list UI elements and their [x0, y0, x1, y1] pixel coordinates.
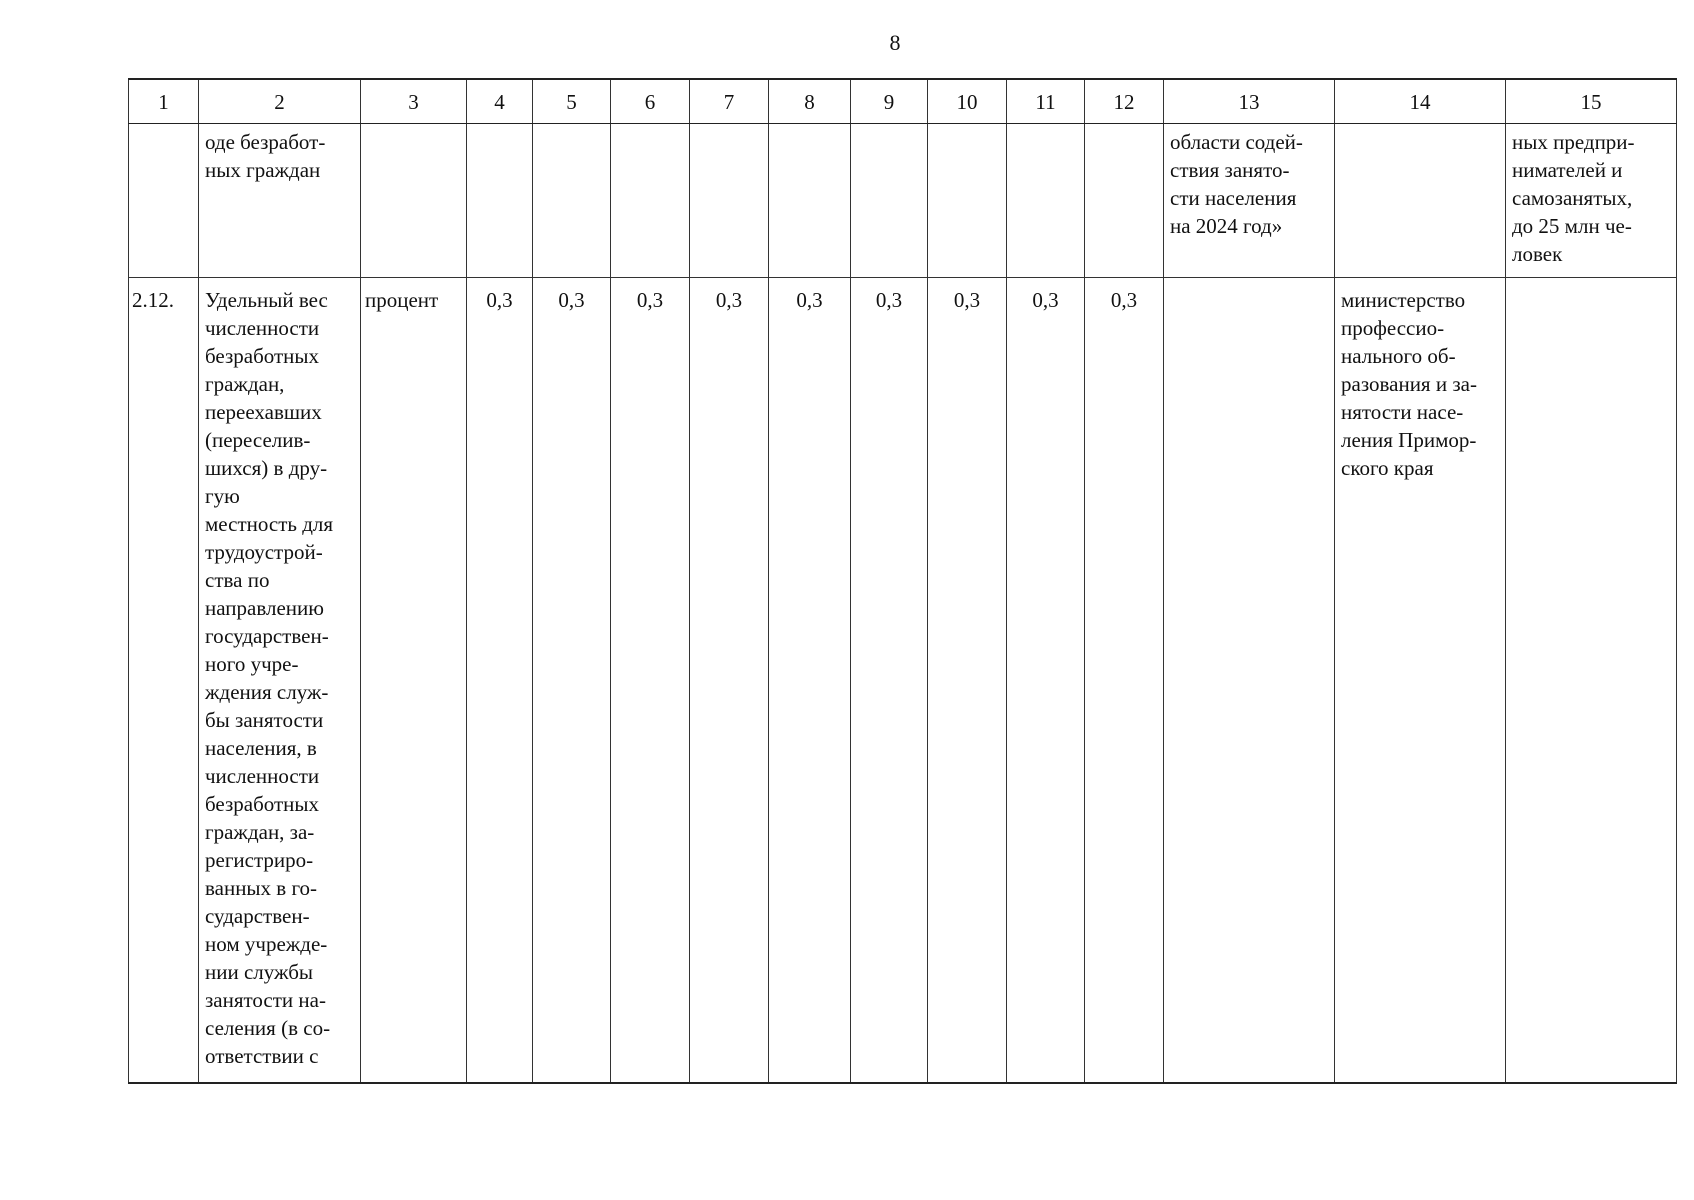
- table-cell: [928, 124, 1007, 278]
- table-cell: [1335, 278, 1506, 1084]
- text-line: ванных в го-: [205, 876, 318, 900]
- text-line: переехавших: [205, 400, 322, 424]
- text-line: ных предпри-: [1512, 130, 1635, 154]
- page-number: 8: [889, 30, 901, 55]
- header-cell: 14: [1335, 79, 1506, 124]
- table-cell: [690, 278, 769, 1084]
- text-line: бы занятости: [205, 708, 324, 732]
- text-line: ного учре-: [205, 652, 299, 676]
- text-line: численности: [205, 316, 320, 340]
- table-cell: [690, 124, 769, 278]
- table-cell: [467, 278, 533, 1084]
- table-cell: [467, 124, 533, 278]
- header-cell: 11: [1007, 79, 1085, 124]
- table-cell: [361, 278, 467, 1084]
- text-line: населения, в: [205, 736, 317, 760]
- table-cell: [129, 124, 199, 278]
- text-line: нального об-: [1341, 344, 1456, 368]
- unit-label: процент: [365, 288, 439, 312]
- text-line: оде безработ-: [205, 130, 326, 154]
- table-cell: [1164, 124, 1335, 278]
- text-line: занятости на-: [205, 988, 326, 1012]
- table-cell: [199, 278, 361, 1084]
- text-line: трудоустрой-: [205, 540, 323, 564]
- text-line: численности: [205, 764, 320, 788]
- table-cell: [1085, 124, 1164, 278]
- table-cell: [769, 278, 851, 1084]
- text-line: самозанятых,: [1512, 186, 1633, 210]
- text-line: местность для: [205, 512, 334, 536]
- text-line: шихся) в дру-: [205, 456, 328, 480]
- value-cell: 0,3: [558, 288, 585, 312]
- table-cell: [129, 278, 199, 1084]
- header-cell: 15: [1506, 79, 1677, 124]
- indicator-row: [129, 278, 1677, 1084]
- header-cell: 7: [690, 79, 769, 124]
- table-cell: [851, 278, 928, 1084]
- text-line: на 2024 год»: [1170, 214, 1283, 238]
- text-line: ответствии с: [205, 1044, 319, 1068]
- text-line: Удельный вес: [205, 288, 328, 312]
- text-line: ном учрежде-: [205, 932, 328, 956]
- header-cell: 4: [467, 79, 533, 124]
- text-line: профессио-: [1341, 316, 1445, 340]
- header-cell: 10: [928, 79, 1007, 124]
- text-line: государствен-: [205, 624, 329, 648]
- header-cell: 9: [851, 79, 928, 124]
- text-line: граждан, за-: [205, 820, 315, 844]
- value-cell: 0,3: [636, 288, 664, 312]
- value-cell: 0,3: [796, 288, 823, 312]
- text-line: до 25 млн че-: [1512, 214, 1632, 238]
- text-line: разования и за-: [1341, 372, 1477, 396]
- text-line: нимателей и: [1512, 158, 1623, 182]
- continuation-row: [129, 124, 1677, 278]
- row-id: 2.12.: [132, 288, 174, 312]
- header-row: [129, 79, 1677, 124]
- header-cell: 12: [1085, 79, 1164, 124]
- text-line: ствия занято-: [1170, 158, 1290, 182]
- table-cell: [1506, 124, 1677, 278]
- text-line: сти населения: [1170, 186, 1297, 210]
- value-cell: 0,3: [715, 288, 743, 312]
- table-cell: [361, 124, 467, 278]
- text-line: ского края: [1341, 456, 1434, 480]
- table-cell: [1007, 278, 1085, 1084]
- table-cell: [533, 124, 611, 278]
- table-cell: [611, 278, 690, 1084]
- header-cell: 13: [1164, 79, 1335, 124]
- text-line: (переселив-: [205, 428, 311, 452]
- text-line: сударствен-: [205, 904, 310, 928]
- value-cell: 0,3: [1032, 288, 1059, 312]
- header-cell: 6: [611, 79, 690, 124]
- table-cell: [1164, 278, 1335, 1084]
- text-line: регистриро-: [205, 848, 314, 872]
- text-line: селения (в со-: [205, 1016, 331, 1040]
- header-cell: 8: [769, 79, 851, 124]
- value-cell: 0,3: [953, 288, 981, 312]
- table-cell: [1335, 124, 1506, 278]
- text-line: нии службы: [205, 960, 314, 984]
- text-line: безработных: [205, 792, 320, 816]
- indicators-table: [128, 78, 1677, 1084]
- table-cell: [1085, 278, 1164, 1084]
- header-cell: 2: [199, 79, 361, 124]
- table-cell: [851, 124, 928, 278]
- header-cell: 5: [533, 79, 611, 124]
- value-cell: 0,3: [1110, 288, 1138, 312]
- text-line: ления Примор-: [1341, 428, 1477, 452]
- text-line: безработных: [205, 344, 320, 368]
- value-cell: 0,3: [486, 288, 513, 312]
- table-cell: [533, 278, 611, 1084]
- text-line: ловек: [1512, 242, 1563, 266]
- table-cell: [1506, 278, 1677, 1084]
- table-cell: [1007, 124, 1085, 278]
- text-line: области содей-: [1170, 130, 1303, 154]
- text-line: гую: [205, 484, 240, 508]
- header-cell: 3: [361, 79, 467, 124]
- table-cell: [199, 124, 361, 278]
- text-line: ства по: [205, 568, 270, 592]
- text-line: министерство: [1341, 288, 1466, 312]
- header-cell: 1: [129, 79, 199, 124]
- text-line: граждан,: [205, 372, 285, 396]
- table-cell: [611, 124, 690, 278]
- text-line: нятости насе-: [1341, 400, 1464, 424]
- table-cell: [928, 278, 1007, 1084]
- text-line: направлению: [205, 596, 324, 620]
- text-line: ных граждан: [205, 158, 321, 182]
- table-cell: [769, 124, 851, 278]
- text-line: ждения служ-: [205, 680, 329, 704]
- value-cell: 0,3: [875, 288, 903, 312]
